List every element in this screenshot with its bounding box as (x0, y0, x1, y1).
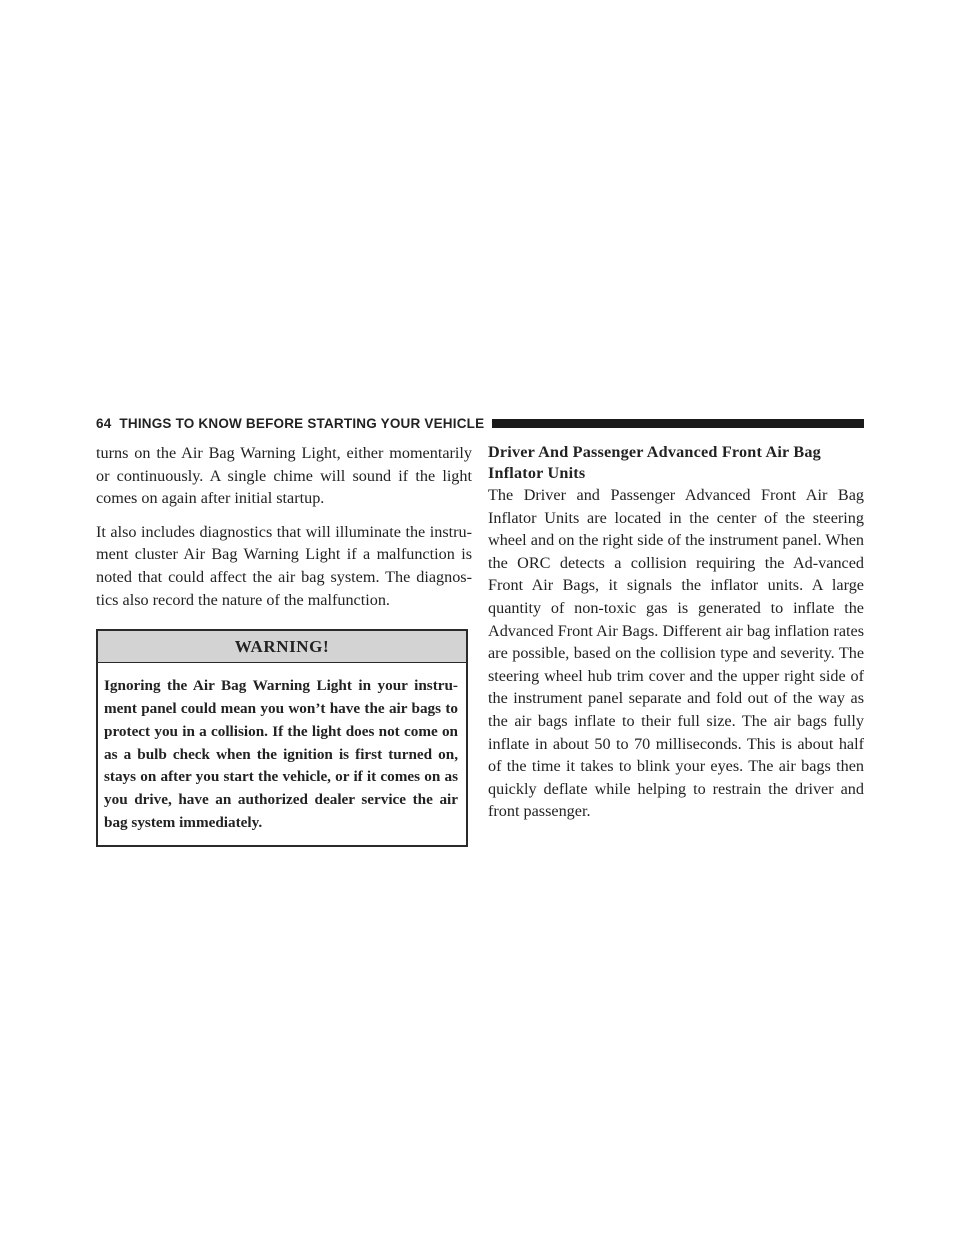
page-number: 64 (96, 415, 112, 431)
warning-box (96, 629, 468, 847)
left-column (96, 442, 472, 847)
heading-line-2: Inflator Units (488, 464, 586, 482)
warning-text: Ignoring the Air Bag Warning Light in your instru-ment panel could mean you won’t have the air bags to protect you in a collision. If the light does not come on as a bulb check when the ignition is first turned on, stays on after you start the vehicle, or if it comes on as you drive, have an authorized dealer service the air bag system immediately. (104, 677, 458, 831)
section-heading (488, 442, 864, 484)
header-rule (492, 419, 864, 428)
warning-title: WARNING! (234, 636, 330, 656)
paragraph: turns on the Air Bag Warning Light, either momentarily or continuously. A single chime will sound if the light comes on again after initial startup. (96, 444, 472, 508)
heading-line-1: Driver And Passenger Advanced Front Air Bag (488, 443, 821, 461)
right-column (488, 442, 864, 834)
paragraph: It also includes diagnostics that will illuminate the instru-ment cluster Air Bag Warning Light if a malfunction is noted that could affect the air bag system. The diagnos-tics also record the nature of the malfunction. (96, 522, 472, 609)
paragraph: The Driver and Passenger Advanced Front Air Bag Inflator Units are located in the center of the steering wheel and on the right side of the instrument panel. When the ORC detects a collision requiring the Ad-vanced Front Air Bags, it signals the inflator units. A large quantity of non-toxic gas is generated to inflate the Advanced Front Air Bags. Different air bag inflation rates are possible, based on the collision type and severity. The steering wheel hub trim cover and the upper right side of the instrument panel separate and fold out of the way as the air bags inflate to their full size. The air bags fully inflate in about 50 to 70 milliseconds. This is about half of the time it takes to blink your eyes. The air bags then quickly deflate while helping to restrain the driver and front passenger. (488, 486, 864, 821)
section-title: THINGS TO KNOW BEFORE STARTING YOUR VEHICLE (119, 415, 485, 431)
warning-title-bar (98, 631, 466, 663)
page-header (96, 412, 864, 434)
